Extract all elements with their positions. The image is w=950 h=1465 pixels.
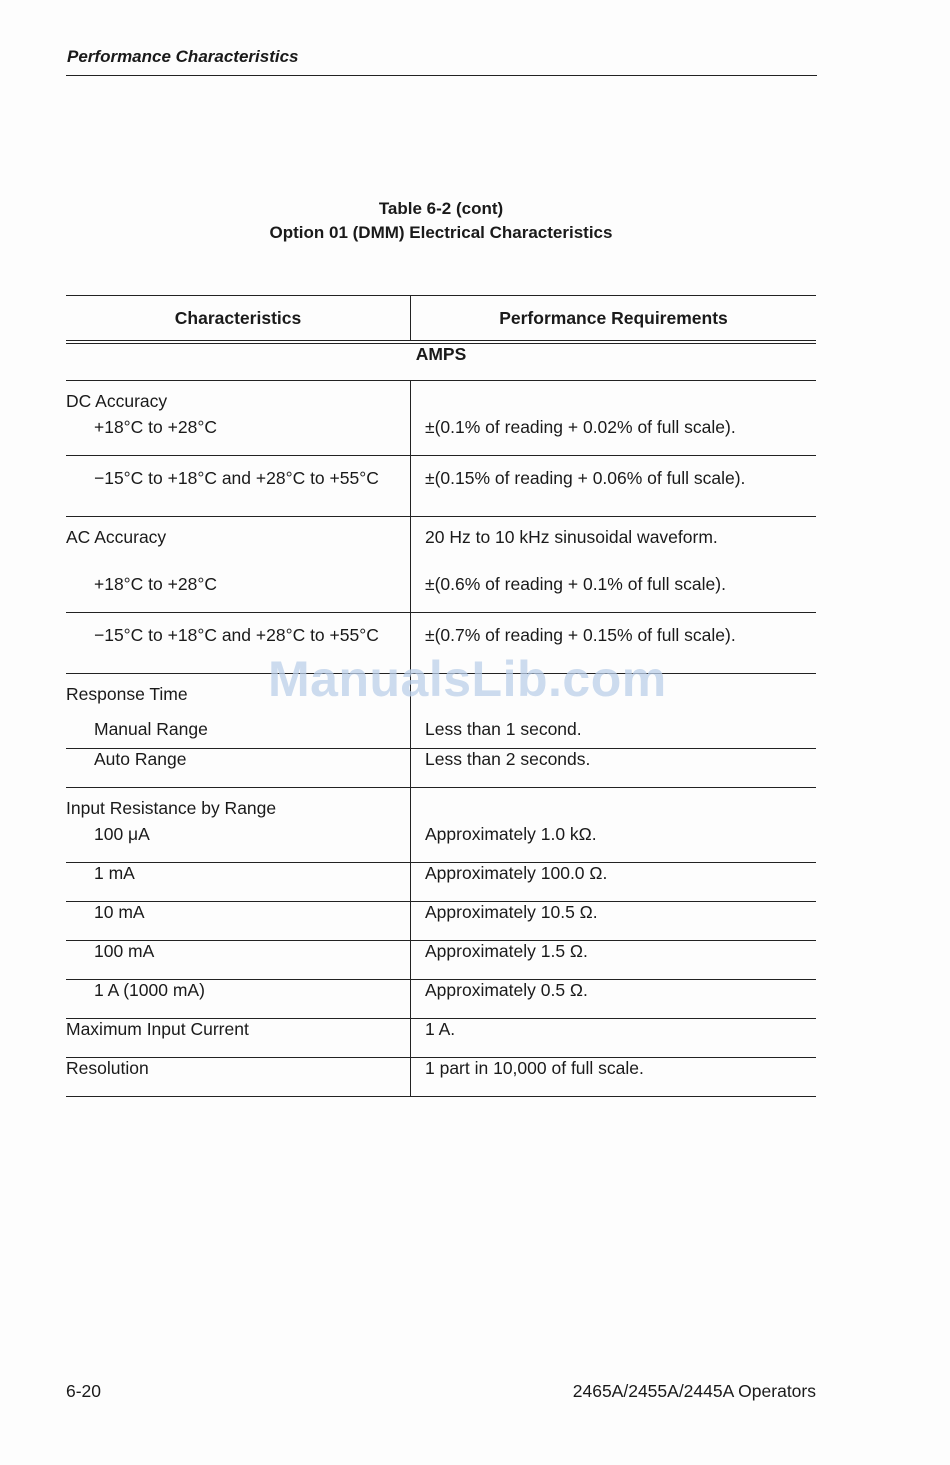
row-characteristic: Manual Range — [66, 710, 411, 749]
row-requirement: Approximately 10.5 Ω. — [411, 902, 817, 941]
watermark: ManualsLib.com — [268, 651, 667, 707]
col-header-characteristics: Characteristics — [66, 296, 411, 343]
row-characteristic: 100 mA — [66, 941, 411, 980]
table-row — [66, 381, 816, 418]
row-requirement: Less than 2 seconds. — [411, 749, 817, 788]
row-characteristic: Resolution — [66, 1058, 411, 1097]
table-row — [66, 417, 816, 456]
row-requirement: 20 Hz to 10 kHz sinusoidal waveform. — [411, 517, 817, 575]
table-row — [66, 788, 816, 825]
row-requirement: 1 part in 10,000 of full scale. — [411, 1058, 817, 1097]
page-number: 6-20 — [66, 1381, 102, 1401]
row-requirement: Approximately 100.0 Ω. — [411, 863, 817, 902]
row-characteristic: 1 mA — [66, 863, 411, 902]
table-subtitle: Option 01 (DMM) Electrical Characteristics — [269, 223, 613, 242]
row-characteristic: 100 μA — [66, 824, 411, 863]
table-row — [66, 980, 816, 1019]
row-requirement: 1 A. — [411, 1019, 817, 1058]
table-row — [66, 824, 816, 863]
table-row — [66, 863, 816, 902]
table-row — [66, 1019, 816, 1058]
row-requirement: ±(0.15% of reading + 0.06% of full scale). — [411, 456, 817, 517]
row-characteristic: Response Time — [66, 684, 188, 704]
row-characteristic: Auto Range — [66, 749, 411, 788]
header-rule — [66, 75, 817, 76]
running-header: Performance Characteristics — [67, 47, 299, 66]
row-requirement: ±(0.1% of reading + 0.02% of full scale). — [411, 417, 817, 456]
table-row — [66, 574, 816, 613]
row-characteristic: DC Accuracy — [66, 391, 168, 411]
row-requirement — [411, 381, 817, 418]
col-header-requirements: Performance Requirements — [411, 296, 817, 343]
manual-title: 2465A/2455A/2445A Operators — [572, 1381, 816, 1401]
table-row — [66, 456, 816, 517]
row-characteristic: Input Resistance by Range — [66, 798, 277, 818]
row-requirement: Approximately 1.5 Ω. — [411, 941, 817, 980]
row-requirement: Approximately 0.5 Ω. — [411, 980, 817, 1019]
table-row — [66, 902, 816, 941]
row-characteristic: −15°C to +18°C and +28°C to +55°C — [66, 456, 411, 517]
row-characteristic: 10 mA — [66, 902, 411, 941]
row-requirement: ±(0.7% of reading + 0.15% of full scale). — [411, 613, 817, 674]
section-heading-amps: AMPS — [66, 342, 816, 381]
row-characteristic: 1 A (1000 mA) — [66, 980, 411, 1019]
row-characteristic: +18°C to +28°C — [66, 417, 411, 456]
row-characteristic: AC Accuracy — [66, 527, 167, 547]
row-characteristic: −15°C to +18°C and +28°C to +55°C — [66, 613, 411, 674]
row-characteristic: +18°C to +28°C — [66, 574, 411, 613]
row-requirement — [411, 788, 817, 825]
table-row — [66, 1058, 816, 1097]
table-title: Table 6-2 (cont) — [378, 199, 504, 218]
table-row — [66, 517, 816, 575]
table-row — [66, 941, 816, 980]
row-characteristic: Maximum Input Current — [66, 1019, 411, 1058]
row-requirement: ±(0.6% of reading + 0.1% of full scale). — [411, 574, 817, 613]
row-requirement: Approximately 1.0 kΩ. — [411, 824, 817, 863]
row-requirement: Less than 1 second. — [411, 710, 817, 749]
table-row — [66, 710, 816, 749]
table-row — [66, 749, 816, 788]
